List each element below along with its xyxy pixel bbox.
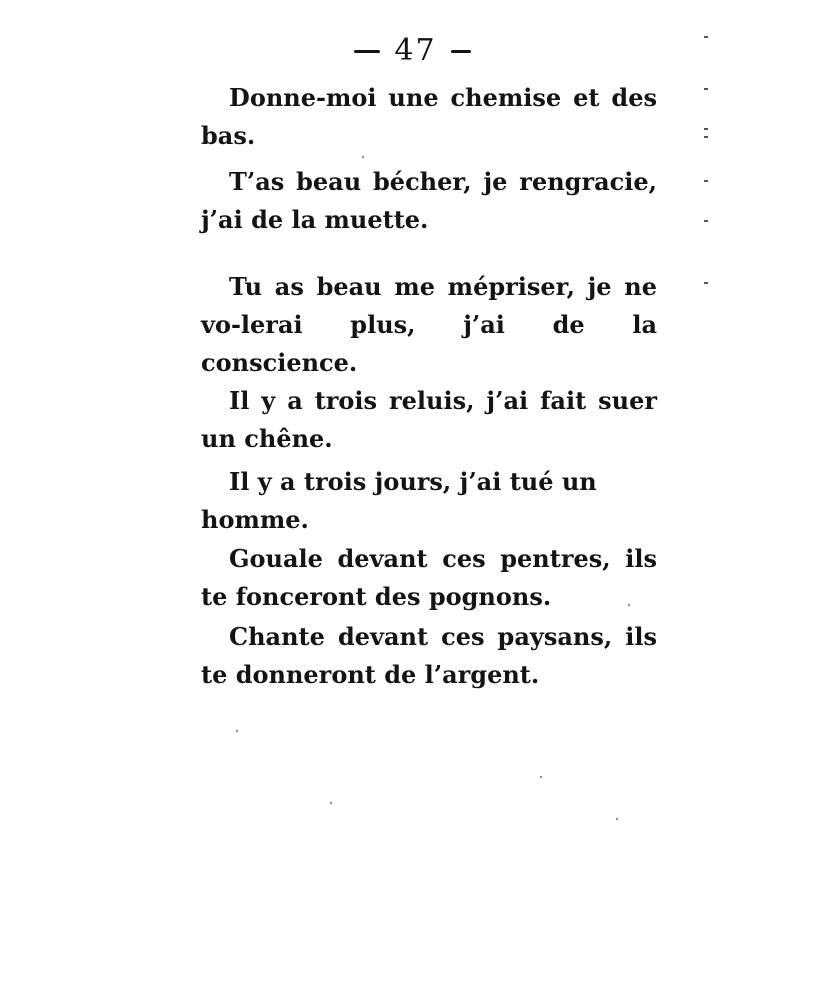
paragraph-5: Il y a trois jours, j’ai tué un homme. (201, 467, 597, 534)
scan-speck (628, 604, 630, 606)
header-dash-right (451, 50, 471, 53)
scan-speck (330, 802, 332, 804)
scan-speck (362, 156, 364, 158)
margin-tick (704, 88, 708, 90)
page-number: 47 (394, 33, 437, 68)
paragraph-2: T’as beau bécher, je rengracie, j’ai de la muette. (201, 167, 657, 234)
header-dash-left (354, 50, 380, 53)
paragraph-6: Gouale devant ces pentres, ils te fonceront des pognons. (201, 544, 657, 611)
margin-tick (704, 128, 708, 130)
margin-tick (704, 220, 708, 222)
scan-speck (616, 818, 618, 820)
paragraph-4: Il y a trois reluis, j’ai fait suer un chêne. (201, 386, 657, 453)
paragraph-1: Donne-moi une chemise et des bas. (201, 83, 657, 150)
margin-tick (704, 36, 708, 38)
scan-speck (236, 730, 238, 732)
scan-speck (540, 776, 542, 778)
paragraph-3: Tu as beau me mépriser, je ne vo-lerai plus, j’ai de la conscience. (201, 272, 657, 377)
margin-tick (704, 282, 708, 284)
scan-margin-marks (701, 30, 711, 310)
margin-tick (704, 180, 708, 182)
margin-tick (704, 136, 708, 138)
paragraph-7: Chante devant ces paysans, ils te donneront de l’argent. (201, 622, 657, 689)
